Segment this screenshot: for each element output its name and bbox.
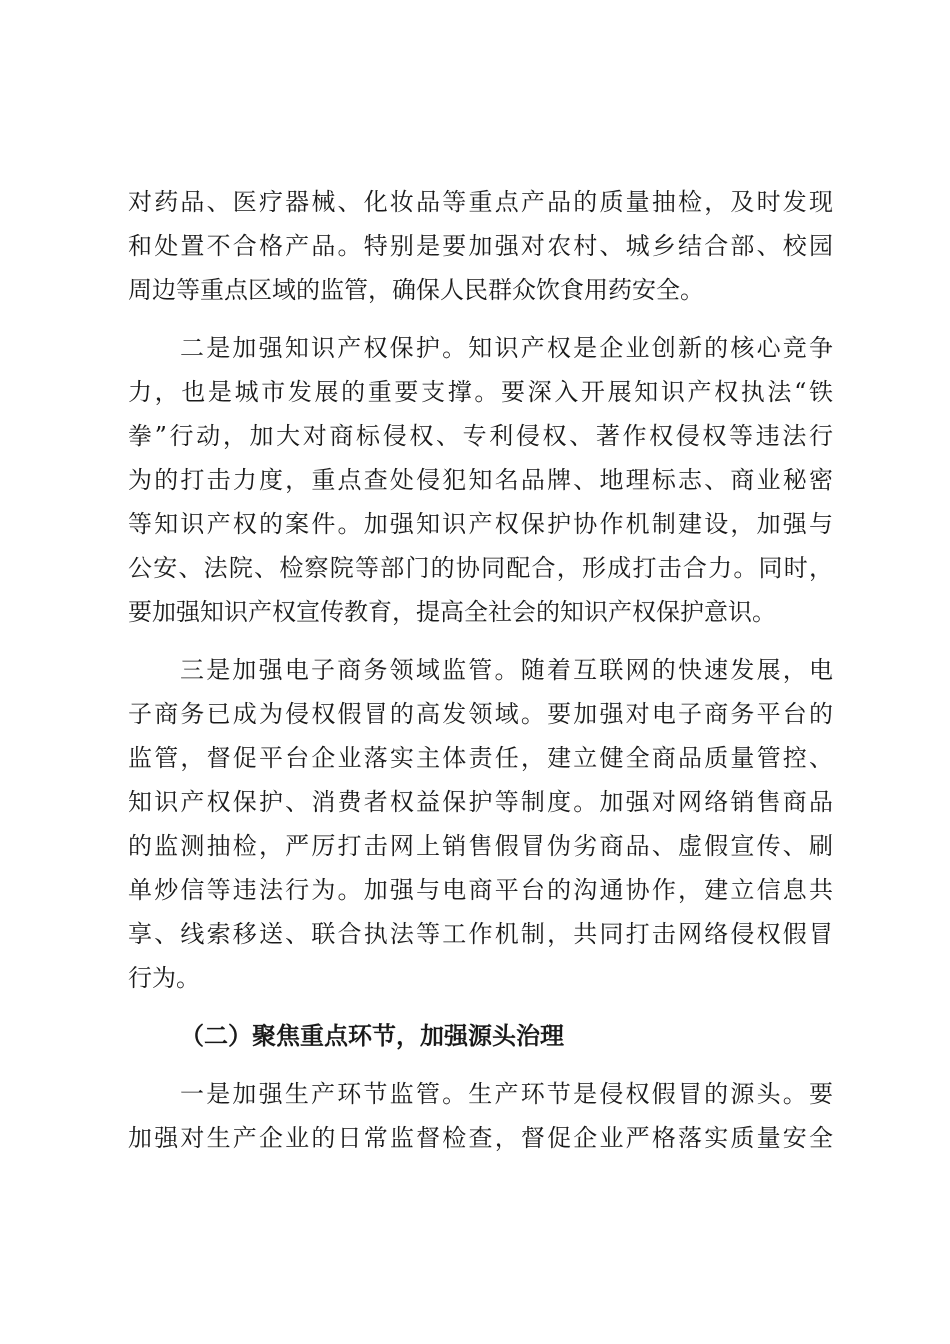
text-line: 和处置不合格产品。特别是要加强对农村、城乡结合部、校园	[128, 232, 833, 260]
document-body	[128, 180, 833, 1174]
text-line: 为的打击力度，重点查处侵犯知名品牌、地理标志、商业秘密	[128, 466, 833, 494]
text-line: 对药品、医疗器械、化妆品等重点产品的质量抽检，及时发现	[128, 188, 833, 216]
text-line: 力，也是城市发展的重要支撑。要深入开展知识产权执法“铁	[128, 378, 833, 406]
text-line: 单炒信等违法行为。加强与电商平台的沟通协作，建立信息共	[128, 876, 833, 904]
text-line: 的监测抽检，严厉打击网上销售假冒伪劣商品、虚假宣传、刷	[128, 832, 833, 860]
section-heading-block	[128, 1014, 833, 1058]
text-line: 加强对生产企业的日常监督检查，督促企业严格落实质量安全	[128, 1124, 833, 1152]
text-line: 拳”行动，加大对商标侵权、专利侵权、著作权侵权等违法行	[128, 422, 833, 450]
paragraph-ecommerce	[128, 648, 833, 1000]
text-line: 二是加强知识产权保护。知识产权是企业创新的核心竞争	[180, 334, 833, 362]
paragraph-production-supervision	[128, 1072, 833, 1160]
text-line: 等知识产权的案件。加强知识产权保护协作机制建设，加强与	[128, 510, 833, 538]
text-line: 公安、法院、检察院等部门的协同配合，形成打击合力。同时，	[128, 554, 833, 582]
text-line: 行为。	[128, 964, 200, 992]
text-line: 知识产权保护、消费者权益保护等制度。加强对网络销售商品	[128, 788, 833, 816]
text-line: 监管，督促平台企业落实主体责任，建立健全商品质量管控、	[128, 744, 833, 772]
text-line: 享、线索移送、联合执法等工作机制，共同打击网络侵权假冒	[128, 920, 833, 948]
text-line: 三是加强电子商务领域监管。随着互联网的快速发展，电	[180, 656, 833, 684]
paragraph-drug-safety	[128, 180, 833, 312]
section-heading: （二）聚焦重点环节，加强源头治理	[180, 1021, 564, 1050]
paragraph-ip-protection	[128, 326, 833, 634]
text-line: 子商务已成为侵权假冒的高发领域。要加强对电子商务平台的	[128, 700, 833, 728]
text-line: 周边等重点区域的监管，确保人民群众饮食用药安全。	[128, 276, 704, 304]
text-line: 要加强知识产权宣传教育，提高全社会的知识产权保护意识。	[128, 598, 776, 626]
text-line: 一是加强生产环节监管。生产环节是侵权假冒的源头。要	[180, 1080, 833, 1108]
